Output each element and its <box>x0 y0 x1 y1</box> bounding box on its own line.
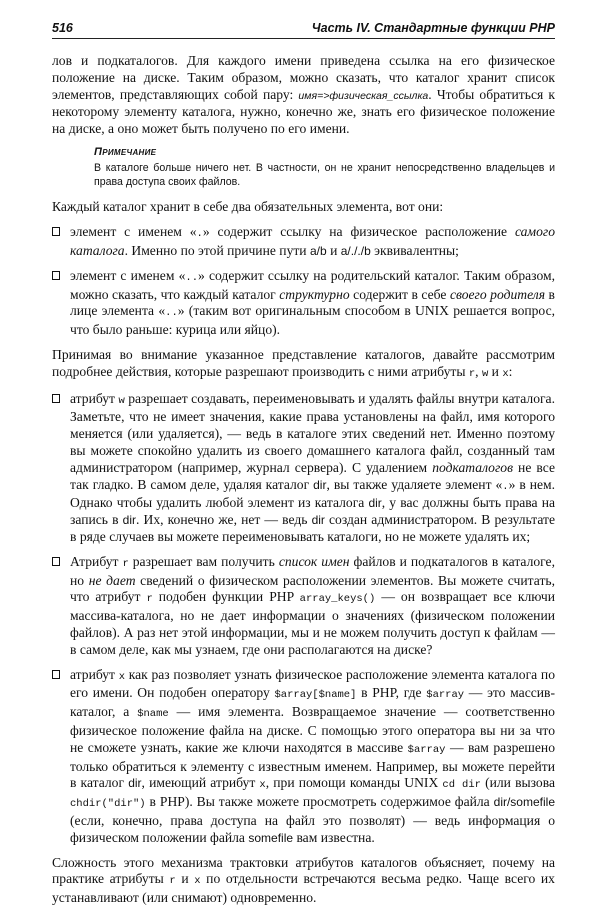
text: — имя элемента. Возвращаемое значение — соответственно физическое положение файла на диске. С помощью этого оператора вы ни за что не сможете узнать, какие же ключи находятся в массиве <box>70 704 555 755</box>
path: dir <box>128 776 142 791</box>
text: сведений о физическом расположении элементов. Вы можете считать, что атрибут <box>70 572 555 605</box>
code: .. <box>165 307 178 320</box>
code: r <box>169 875 176 888</box>
code: . <box>502 480 509 493</box>
elements-list <box>52 224 555 339</box>
code: cd dir <box>442 779 481 792</box>
text: , вы также удаляете элемент « <box>326 476 503 492</box>
path: dir <box>122 513 136 528</box>
text: » содержит ссылку на физическое расположение <box>202 224 515 240</box>
path: somefile <box>248 830 294 845</box>
text: — он возвращает все ключи массива-каталога, но не дает информации о значениях (физическом положении файлов). А раз нет этой информации, мы и не можем получить доступ к файлам — в самом деле, как мы узнаем, где они располагаются на диске? <box>70 589 555 657</box>
text: создан администратором. В результате в ряде случаев вы можете переименовывать каталоги, но не можете удалять их; <box>70 512 555 545</box>
code: x <box>502 367 509 380</box>
final-paragraph <box>52 855 555 907</box>
text: разрешает создавать, переименовывать и удалять файлы внутри каталога. Заметьте, что не имеет значения, какие права установлены на файл, имя которого меняется (или удаляется), — ведь в каталоге этих сведений нет. Именно поэтому вы можете спокойно удалить из своего домашнего каталога файл, созданный там администратором (например, журнал сервера). С удалением <box>70 390 555 475</box>
checkbox-bullet-icon <box>52 670 60 679</box>
list-item-attr-x <box>52 667 555 847</box>
text: — вам разрешено только обратиться к элементу с известным именем. Например, вы можете перейти в каталог <box>70 739 555 791</box>
path: dir <box>368 496 382 511</box>
emphasis: подкаталогов <box>432 459 513 475</box>
code: w <box>481 367 489 380</box>
code: $array <box>407 743 446 756</box>
checkbox-bullet-icon <box>52 394 60 403</box>
text: Принимая во внимание указанное представление каталогов, давайте рассмотрим подробнее действия, которые разрешают производить с ними атрибуты <box>52 347 555 379</box>
emphasis: структурно <box>279 286 350 302</box>
attributes-list <box>52 391 555 847</box>
path: dir <box>313 477 327 492</box>
running-title: Часть IV. Стандартные функции PHP <box>311 21 555 35</box>
code: x <box>259 779 266 792</box>
code: $array <box>426 689 465 702</box>
text: » в нем. Однако чтобы удалить любой элемент из каталога <box>70 476 555 511</box>
note-title-text: Примечание <box>94 145 157 158</box>
text: , <box>475 363 482 379</box>
note-block <box>94 146 555 190</box>
code: x <box>194 875 201 888</box>
emphasis: список имен <box>278 553 350 569</box>
note-text: В каталоге больше ничего нет. В частности, он не хранит непосредственно владельцев и права доступа своих файлов. <box>94 162 555 188</box>
text: » (таким вот оригинальным способом в UNIX решается вопрос, что было раньше: курица или яйцо). <box>70 303 556 338</box>
text: (если, конечно, права доступа на файл это позволят) — ведь информация о физическом положении файла <box>70 812 555 845</box>
list-item-dotdot <box>52 268 555 339</box>
checkbox-bullet-icon <box>52 271 60 280</box>
page-body <box>52 53 555 915</box>
emphasis: своего родителя <box>449 286 546 302</box>
code: r <box>468 367 476 380</box>
text: элемент с именем « <box>70 267 186 283</box>
text: не все так гладко. В самом деле, удаляя каталог <box>70 459 555 492</box>
text: . Чтобы обратиться к некоторому элементу каталога, нужно, конечно же, знать его физическое положение на диске, а оно может быть получено по его имени. <box>52 86 555 137</box>
code: $name <box>137 708 169 721</box>
text: вам известна. <box>293 829 375 845</box>
list-item-attr-r <box>52 554 555 659</box>
code: r <box>122 557 129 570</box>
text: » содержит ссылку на родительский каталог. Таким образом, можно сказать, что каждый каталог <box>70 267 555 302</box>
text: . Их, конечно же, нет — ведь <box>136 512 312 528</box>
text: файлов и подкаталогов в каталоге, но <box>70 553 555 588</box>
code: .. <box>185 271 199 284</box>
text: подобен функции PHP <box>152 589 300 605</box>
text: , имеющий атрибут <box>141 775 260 791</box>
text: в PHP). Вы также можете просмотреть содержимое файла <box>145 794 494 810</box>
code: array_keys() <box>299 593 376 606</box>
text: Атрибут <box>70 553 123 569</box>
text: элемент с именем « <box>70 224 197 240</box>
pair-notation: имя=>физическая_ссылка <box>298 89 429 102</box>
text: как раз позволяет узнать физическое расположение элемента каталога по его имени. Он подобен оператору <box>70 666 555 701</box>
code: chdir("dir") <box>70 798 146 811</box>
code: . <box>196 228 203 241</box>
text: и <box>488 363 503 379</box>
path: a/././b <box>340 244 371 259</box>
note-title <box>94 146 555 160</box>
emphasis: не дает <box>88 572 136 588</box>
text: и <box>175 871 195 887</box>
text: в лице элемента « <box>70 286 555 319</box>
text: атрибут <box>70 666 119 682</box>
code: w <box>118 394 125 407</box>
text: атрибут <box>70 390 119 406</box>
code: $array[$name] <box>274 689 357 702</box>
code: r <box>146 593 153 606</box>
path: a/b <box>309 244 327 259</box>
emphasis: самого каталога <box>70 224 555 259</box>
text: в PHP, где <box>356 685 427 701</box>
path: dir/somefile <box>493 795 555 810</box>
text: — это массив-каталог, а <box>70 685 555 720</box>
text: , при помощи команды UNIX <box>265 775 443 791</box>
text: по отдельности встречаются весьма редко. Чаще всего их устанавливают (или снимают) одновременно. <box>52 871 555 906</box>
path: dir <box>311 513 325 528</box>
text: и <box>326 243 341 259</box>
text: : <box>508 363 513 379</box>
checkbox-bullet-icon <box>52 557 60 566</box>
text: (или вызова <box>480 775 555 791</box>
elements-intro-paragraph: Каждый каталог хранит в себе два обязательных элемента, вот они: <box>52 199 444 215</box>
intro-paragraph <box>52 53 555 138</box>
text: . Именно по этой причине пути <box>124 243 310 259</box>
checkbox-bullet-icon <box>52 227 60 236</box>
text: , у вас должны быть права на запись в <box>70 495 556 528</box>
text: Сложность этого механизма трактовки атрибутов каталогов объясняет, почему на практике атрибуты <box>52 854 555 887</box>
page-header <box>52 20 555 39</box>
code: x <box>118 670 126 683</box>
list-item-attr-w <box>52 391 555 546</box>
page-number: 516 <box>52 21 73 35</box>
text: эквивалентны; <box>370 243 459 259</box>
list-item-dot <box>52 224 555 260</box>
text: содержит в себе <box>349 286 450 302</box>
text: разрешает вам получить <box>128 553 279 569</box>
text: лов и подкаталогов. Для каждого имени приведена ссылка на его физическое положение на диске. Таким образом, можно сказать, что каталог хранит список элементов, представляющих собой пару: <box>52 53 555 102</box>
attributes-intro-paragraph <box>52 347 555 383</box>
